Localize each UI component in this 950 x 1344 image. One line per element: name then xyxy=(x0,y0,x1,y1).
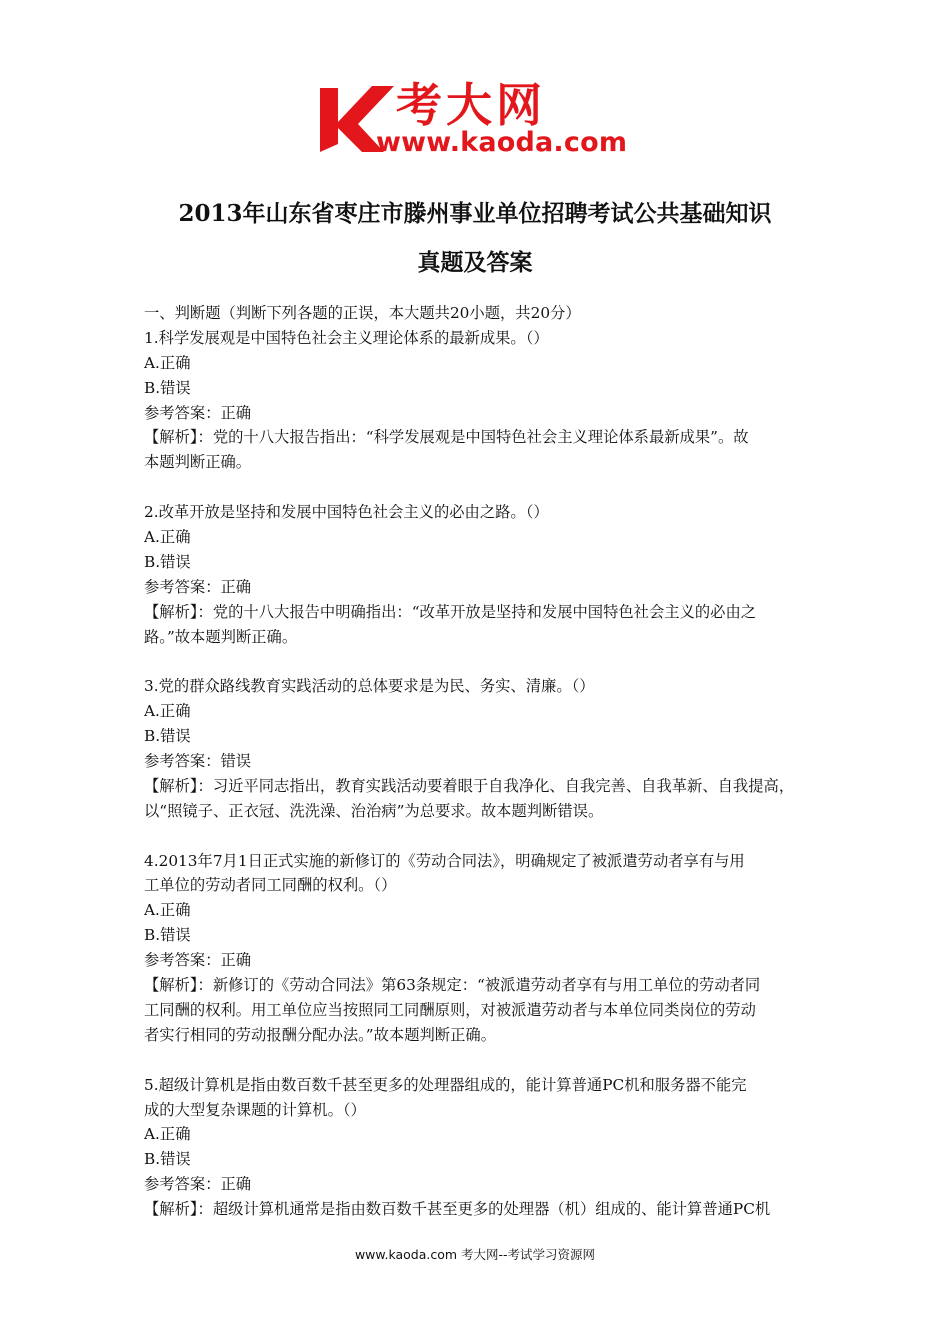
option-b: B.错误 xyxy=(144,378,191,397)
reference-answer: 参考答案：错误 xyxy=(144,752,252,771)
reference-answer: 参考答案：正确 xyxy=(144,1175,252,1194)
analysis-text: 者实行相同的劳动报酬分配办法。”故本题判断正确。 xyxy=(144,1025,496,1044)
spacer xyxy=(144,1048,812,1073)
reference-answer: 参考答案：正确 xyxy=(144,403,252,422)
logo-brand-url: www.kaoda.com xyxy=(376,127,628,158)
question-stem: 2.改革开放是坚持和发展中国特色社会主义的必由之路。（） xyxy=(144,503,549,522)
option-b: B.错误 xyxy=(144,552,191,571)
spacer xyxy=(144,824,812,849)
option-a: A.正确 xyxy=(144,353,191,372)
option-a: A.正确 xyxy=(144,901,191,920)
kaoda-logo xyxy=(318,78,638,158)
question-stem: 工单位的劳动者同工同酬的权利。（） xyxy=(144,876,397,895)
analysis-text: 以“照镜子、正衣冠、洗洗澡、治治病”为总要求。故本题判断错误。 xyxy=(144,801,604,820)
question-block xyxy=(144,500,812,649)
page-footer: www.kaoda.com 考大网--考试学习资源网 xyxy=(354,1247,596,1262)
question-stem: 成的大型复杂课题的计算机。（） xyxy=(144,1100,366,1119)
option-b: B.错误 xyxy=(144,926,191,945)
option-b: B.错误 xyxy=(144,1150,191,1169)
section-heading: 一、判断题（判断下列各题的正误，本大题共20小题，共20分） xyxy=(144,304,581,322)
reference-answer: 参考答案：正确 xyxy=(144,577,252,596)
analysis-text: 【解析】：党的十八大报告指出：“科学发展观是中国特色社会主义理论体系最新成果”。故 xyxy=(144,428,749,447)
document-title-line2: 真题及答案 xyxy=(417,249,533,276)
option-b: B.错误 xyxy=(144,727,191,746)
document-body xyxy=(144,301,812,1222)
analysis-text: 【解析】：新修订的《劳动合同法》第63条规定：“被派遣劳动者享有与用工单位的劳动者同 xyxy=(144,976,761,995)
question-block xyxy=(144,849,812,1048)
question-stem: 3.党的群众路线教育实践活动的总体要求是为民、务实、清廉。（） xyxy=(144,677,595,696)
option-a: A.正确 xyxy=(144,702,191,721)
question-stem: 5.超级计算机是指由数百数千甚至更多的处理器组成的，能计算普通PC机和服务器不能完 xyxy=(144,1075,747,1094)
analysis-text: 本题判断正确。 xyxy=(144,453,252,472)
analysis-text: 【解析】：习近平同志指出，教育实践活动要着眼于自我净化、自我完善、自我革新、自我提高， xyxy=(144,776,795,795)
spacer xyxy=(144,475,812,500)
document-title-line1: 2013年山东省枣庄市滕州事业单位招聘考试公共基础知识 xyxy=(178,200,772,227)
spacer xyxy=(144,649,812,674)
question-block xyxy=(144,1073,812,1222)
question-stem: 4.2013年7月1日正式实施的新修订的《劳动合同法》，明确规定了被派遣劳动者享有与用 xyxy=(144,851,745,870)
analysis-text: 【解析】：党的十八大报告中明确指出：“改革开放是坚持和发展中国特色社会主义的必由之 xyxy=(144,602,757,621)
question-stem: 1.科学发展观是中国特色社会主义理论体系的最新成果。（） xyxy=(144,328,549,347)
question-block xyxy=(144,326,812,475)
question-block xyxy=(144,674,812,823)
analysis-text: 路。”故本题判断正确。 xyxy=(144,627,298,646)
analysis-text: 【解析】：超级计算机通常是指由数百数千甚至更多的处理器（机）组成的、能计算普通PC机 xyxy=(144,1200,771,1219)
option-a: A.正确 xyxy=(144,1125,191,1144)
analysis-text: 工同酬的权利。用工单位应当按照同工同酬原则，对被派遣劳动者与本单位同类岗位的劳动 xyxy=(144,1000,756,1019)
logo-brand-name: 考大网 xyxy=(396,78,546,132)
option-a: A.正确 xyxy=(144,528,191,547)
reference-answer: 参考答案：正确 xyxy=(144,951,252,970)
